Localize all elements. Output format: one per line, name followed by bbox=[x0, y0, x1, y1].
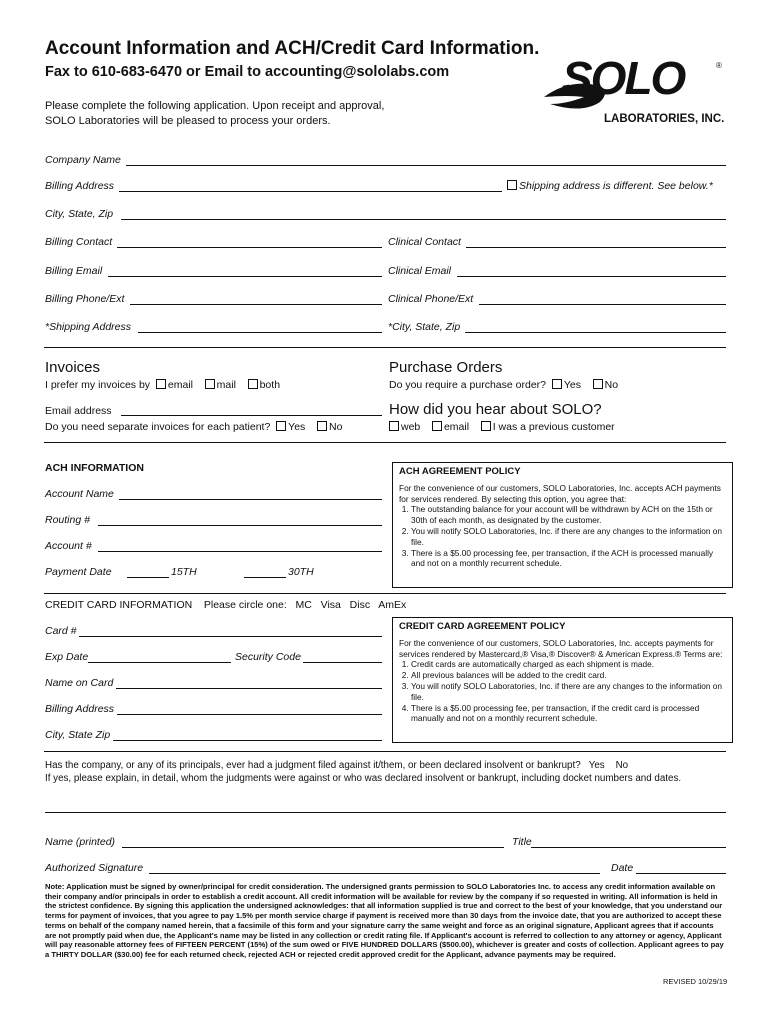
city-state-zip-field[interactable] bbox=[121, 219, 726, 220]
divider-account bbox=[44, 347, 726, 348]
separate-no-label: No bbox=[328, 421, 343, 433]
invoices-heading: Invoices bbox=[45, 359, 101, 376]
intro-line-1: Please complete the following application. Upon receipt and approval, bbox=[45, 100, 385, 112]
billing-address-label: Billing Address bbox=[45, 180, 115, 192]
judgment-question-row bbox=[45, 760, 628, 771]
payment-15th-label: 15TH bbox=[171, 566, 197, 578]
credit-card-heading: CREDIT CARD INFORMATION bbox=[45, 599, 193, 611]
revised-date: REVISED 10/29/19 bbox=[663, 977, 728, 986]
shipping-different-option[interactable] bbox=[507, 180, 713, 192]
circle-one-label: Please circle one: bbox=[203, 599, 287, 611]
payment-15th-field[interactable] bbox=[127, 577, 169, 578]
divider-invoices bbox=[44, 442, 726, 443]
shipping-address-field[interactable] bbox=[138, 332, 382, 333]
cc-billing-address-label: Billing Address bbox=[45, 703, 115, 715]
shipping-different-label: Shipping address is different. See below.* bbox=[519, 180, 713, 192]
routing-field[interactable] bbox=[98, 525, 382, 526]
separate-yes-label: Yes bbox=[288, 421, 306, 433]
exp-date-field[interactable] bbox=[88, 662, 231, 663]
account-number-label: Account # bbox=[45, 540, 92, 552]
email-address-field[interactable] bbox=[121, 415, 382, 416]
invoice-both-checkbox[interactable] bbox=[248, 379, 258, 389]
company-name-label: Company Name bbox=[45, 154, 121, 166]
hear-about-row bbox=[389, 421, 615, 433]
separate-no-checkbox[interactable] bbox=[317, 421, 327, 431]
name-printed-label: Name (printed) bbox=[45, 836, 116, 848]
hear-previous-checkbox[interactable] bbox=[481, 421, 491, 431]
exp-date-label: Exp Date bbox=[45, 651, 89, 663]
divider-credit bbox=[44, 751, 726, 752]
po-no-checkbox[interactable] bbox=[593, 379, 603, 389]
judgment-no[interactable]: No bbox=[615, 760, 629, 771]
name-on-card-label: Name on Card bbox=[45, 677, 114, 689]
judgment-yes[interactable]: Yes bbox=[588, 760, 605, 771]
page-title: Account Information and ACH/Credit Card Information. bbox=[45, 38, 540, 59]
ach-policy-item: 1. The outstanding balance for your account will be withdrawn by ACH on the 15th or 30th of each month, as designated by the customer. bbox=[411, 504, 726, 526]
judgment-question: Has the company, or any of its principals, ever had a judgment filed against it/them, or been declared insolvent or bankrupt? bbox=[45, 760, 581, 771]
invoice-both-label: both bbox=[259, 379, 281, 391]
company-name-field[interactable] bbox=[126, 165, 726, 166]
security-code-field[interactable] bbox=[303, 662, 382, 663]
cc-city-state-zip-label: City, State Zip bbox=[45, 729, 111, 741]
billing-phone-label: Billing Phone/Ext bbox=[45, 293, 125, 305]
shipping-different-checkbox[interactable] bbox=[507, 180, 517, 190]
intro-line-2: SOLO Laboratories will be pleased to process your orders. bbox=[45, 115, 331, 127]
po-no-label: No bbox=[604, 379, 619, 391]
billing-address-field[interactable] bbox=[119, 191, 502, 192]
payment-30th-field[interactable] bbox=[244, 577, 286, 578]
account-number-field[interactable] bbox=[98, 551, 382, 552]
clinical-phone-field[interactable] bbox=[479, 304, 726, 305]
cc-policy-list bbox=[399, 659, 726, 724]
ach-policy-intro: For the convenience of our customers, SOLO Laboratories, Inc. accepts ACH payments for services rendered. By selecting this option, you agree that: bbox=[399, 482, 721, 504]
invoice-mail-label: mail bbox=[216, 379, 236, 391]
clinical-email-field[interactable] bbox=[457, 276, 726, 277]
card-type-disc[interactable]: Disc bbox=[349, 599, 371, 611]
purchase-order-question: Do you require a purchase order? bbox=[389, 379, 547, 391]
cc-policy-intro: For the convenience of our customers, SOLO Laboratories, Inc. accepts payments for services rendered by Mastercard,® Visa,® Discover® & American Express.® Terms are: bbox=[399, 637, 723, 659]
clinical-contact-label: Clinical Contact bbox=[388, 236, 461, 248]
judgment-explain-field[interactable] bbox=[45, 812, 726, 813]
invoice-email-label: email bbox=[167, 379, 193, 391]
billing-email-field[interactable] bbox=[108, 276, 382, 277]
card-number-field[interactable] bbox=[79, 636, 382, 637]
hear-about-heading: How did you hear about SOLO? bbox=[389, 401, 602, 418]
card-type-amex[interactable]: AmEx bbox=[378, 599, 407, 611]
cc-policy-title: CREDIT CARD AGREEMENT POLICY bbox=[399, 621, 566, 632]
name-on-card-field[interactable] bbox=[116, 688, 382, 689]
hear-web-label: web bbox=[401, 421, 421, 433]
billing-contact-label: Billing Contact bbox=[45, 236, 113, 248]
ach-policy-item: 2. You will notify SOLO Laboratories, Inc. if there are any changes to the information on file. bbox=[411, 526, 726, 548]
hear-web-checkbox[interactable] bbox=[389, 421, 399, 431]
name-printed-field[interactable] bbox=[122, 847, 504, 848]
authorized-signature-label: Authorized Signature bbox=[45, 862, 144, 874]
billing-email-label: Billing Email bbox=[45, 265, 103, 277]
clinical-contact-field[interactable] bbox=[466, 247, 726, 248]
date-label: Date bbox=[611, 862, 634, 874]
credit-card-heading-row bbox=[45, 599, 406, 611]
cc-policy-item: 1. Credit cards are automatically charged as each shipment is made. bbox=[411, 659, 726, 670]
clinical-phone-label: Clinical Phone/Ext bbox=[388, 293, 474, 305]
payment-date-label: Payment Date bbox=[45, 566, 112, 578]
separate-invoices-label: Do you need separate invoices for each patient? bbox=[45, 421, 271, 433]
judgment-explain: If yes, please explain, in detail, whom the judgments were against or who was declared insolvent or bankrupt, including docket numbers and dates. bbox=[45, 773, 682, 784]
cc-policy-item: 2. All previous balances will be added to the credit card. bbox=[411, 670, 726, 681]
card-type-mc[interactable]: MC bbox=[295, 599, 312, 611]
hear-email-label: email bbox=[443, 421, 470, 433]
logo-registered: ® bbox=[716, 61, 722, 70]
title-label: Title bbox=[512, 836, 532, 848]
cc-billing-address-field[interactable] bbox=[117, 714, 382, 715]
ach-policy-box bbox=[392, 462, 733, 588]
shipping-city-label: *City, State, Zip bbox=[388, 321, 461, 333]
purchase-order-row bbox=[389, 379, 618, 391]
logo-wordmark: SOLO bbox=[562, 52, 685, 104]
shipping-address-label: *Shipping Address bbox=[45, 321, 131, 333]
shipping-city-field[interactable] bbox=[465, 332, 726, 333]
ach-policy-title: ACH AGREEMENT POLICY bbox=[399, 466, 521, 477]
logo-subtitle: LABORATORIES, INC. bbox=[604, 113, 725, 125]
invoice-preference-label: I prefer my invoices by bbox=[45, 379, 151, 391]
billing-contact-field[interactable] bbox=[117, 247, 382, 248]
authorized-signature-field[interactable] bbox=[149, 873, 600, 874]
po-yes-label: Yes bbox=[563, 379, 581, 391]
hear-email-checkbox[interactable] bbox=[432, 421, 442, 431]
date-field[interactable] bbox=[636, 873, 726, 874]
security-code-label: Security Code bbox=[235, 651, 301, 663]
cc-city-state-zip-field[interactable] bbox=[113, 740, 382, 741]
invoice-mail-checkbox[interactable] bbox=[205, 379, 215, 389]
po-yes-checkbox[interactable] bbox=[552, 379, 562, 389]
title-field[interactable] bbox=[531, 847, 726, 848]
intro-text bbox=[45, 99, 465, 129]
billing-phone-field[interactable] bbox=[130, 304, 382, 305]
ach-policy-list bbox=[399, 504, 726, 569]
card-type-visa[interactable]: Visa bbox=[320, 599, 341, 611]
cc-policy-box bbox=[392, 617, 733, 743]
divider-ach bbox=[44, 593, 726, 594]
separate-invoices-row bbox=[45, 421, 342, 433]
legal-note: Note: Application must be signed by owner/principal for credit consideration. The undersigned grants permission to SOLO Laboratories Inc. to access any credit information available on their company and/or principals in order to establish a credit account. All credit information will be available for review by the company if so requested in writing. All information is held in the strictest confidence. By signing this application the undersigned acknowledges: that all information supplied is true and correct to the best of your knowledge, that you understand our terms for payment of invoices, that you agree to pay 1.5% per month service charge if payment is received more than 30 days from the invoice date, that you are authorized to accept these terms on behalf of the company named herein, that a facsimile of this form and your signature carry the same weight and force as an original signature, Applicant agrees that if accounts are not promptly paid when due, the Applicant's name may be listed in any collection or credit rating file. If Applicant's account is referred to collection to any attorney or agency, Applicant will pay reasonable attorney fees of FIFTEEN PERCENT (15%) of the sum owed or FIVE HUNDRED DOLLARS ($500.00), whichever is greater and costs of collection. Applicant agrees to pay a THIRTY DOLLAR ($30.00) fee for each returned check, rejected ACH or rejected credit approved credit for the Applicant, advance payments may be required. bbox=[45, 882, 724, 959]
purchase-orders-heading: Purchase Orders bbox=[389, 359, 503, 376]
separate-yes-checkbox[interactable] bbox=[276, 421, 286, 431]
clinical-email-label: Clinical Email bbox=[388, 265, 452, 277]
cc-policy-item: 3. You will notify SOLO Laboratories, Inc. if there are any changes to the information on file. bbox=[411, 681, 726, 703]
invoice-email-checkbox[interactable] bbox=[156, 379, 166, 389]
cc-policy-item: 4. There is a $5.00 processing fee, per transaction, if the credit card is processed manually and not on a monthly recurrent schedule. bbox=[411, 703, 726, 725]
hear-previous-label: I was a previous customer bbox=[492, 421, 615, 433]
city-state-zip-label: City, State, Zip bbox=[45, 208, 114, 220]
ach-heading: ACH INFORMATION bbox=[45, 462, 144, 474]
page-subtitle: Fax to 610-683-6470 or Email to accounting@sololabs.com bbox=[45, 64, 450, 80]
account-name-label: Account Name bbox=[45, 488, 114, 500]
ach-policy-item: 3. There is a $5.00 processing fee, per transaction, if the ACH is processed manually and not on a monthly recurrent schedule. bbox=[411, 548, 726, 570]
card-number-label: Card # bbox=[45, 625, 77, 637]
routing-label: Routing # bbox=[45, 514, 90, 526]
invoice-preference-row bbox=[45, 379, 280, 391]
email-address-label: Email address bbox=[45, 405, 112, 417]
account-name-field[interactable] bbox=[119, 499, 382, 500]
payment-30th-label: 30TH bbox=[288, 566, 314, 578]
